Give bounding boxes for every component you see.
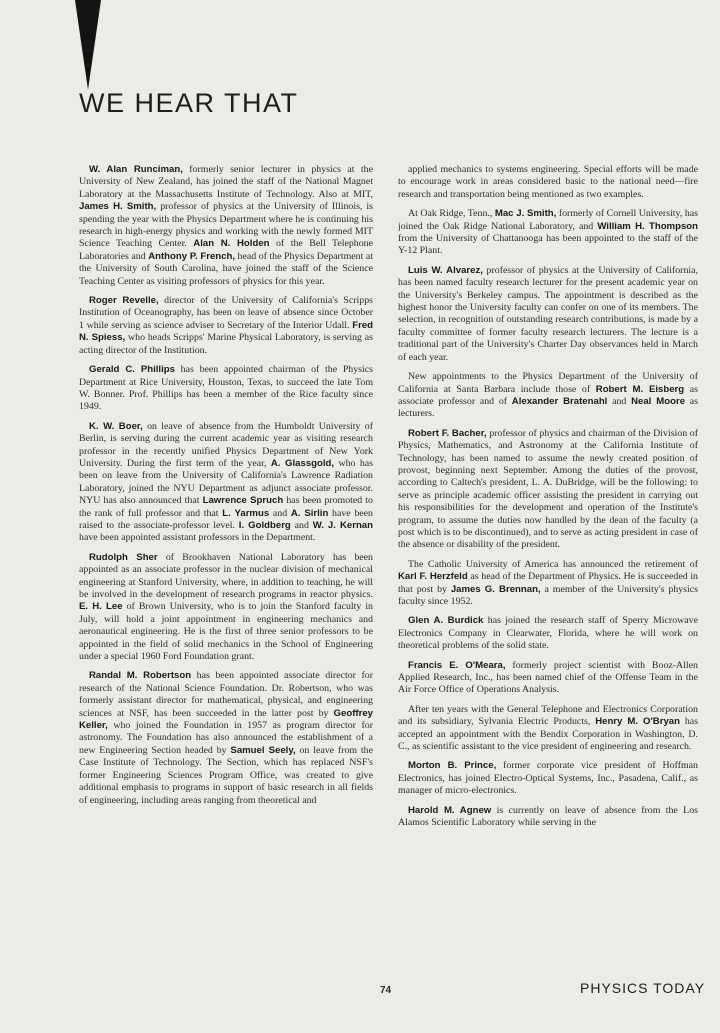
paragraph-text: After ten years with the General Telephone and Electronics Corporation and its subsidiary, Sylvania Electric Products, [398,703,698,728]
paragraph-text: who joined the Foundation in 1957 as program director for astronomy. The Foundation has also announced the establishment of a new Engineering Section headed by [79,720,373,756]
news-paragraph [398,371,698,421]
paragraph-text: on leave of absence from the Humboldt University of Berlin, is serving during the current academic year as visiting research professor in the recently unified Physics Department of New York University. During the first term of the year, [79,420,373,469]
person-name: W. J. Kernan [312,519,373,531]
person-name: L. Yarmus [222,507,270,519]
person-name: Henry M. O'Bryan [595,716,680,728]
decorative-triangle [75,0,101,90]
news-paragraph [79,421,373,545]
person-name: Randal M. Robertson [89,670,192,682]
person-name: Roger Revelle, [89,295,159,307]
person-name: A. Sirlin [290,507,329,519]
paragraph-text: New appointments to the Physics Department of the University of California at Santa Barbara include those of [398,371,698,395]
news-paragraph [398,265,698,364]
person-name: Robert F. Bacher, [408,427,487,439]
paragraph-text: who heads Scripps' Marine Physical Laboratory, is serving as acting director of the Institution. [79,332,373,356]
paragraph-text: and [607,395,632,407]
paragraph-text: head of the Physics Department at the University of South Carolina, have joined the staff of the Science Teaching Center as visiting professors of physics for this year. [79,250,373,287]
news-paragraph [398,428,698,552]
paragraph-text: of Brookhaven National Laboratory has been appointed as an associate professor in the nuclear division of mechanical engineering at Stanford University, where, in addition to teaching, he will be involved in the development of research programs in reactor physics. [79,551,373,600]
news-paragraph [398,805,698,830]
paragraph-text: has joined the research staff of Sperry Microwave Electronics Company in Clearwater, Florida, where he will work on theoretical problems of the solid state. [398,615,698,652]
paragraph-text: has been appointed associate director for research of the National Science Foundation. Dr. Robertson, who was formerly assistant director for mathematical, physical, and engineering sciences at NSF, has been succeeded in the latter post by [79,670,373,719]
paragraph-text: have been raised to the associate-professor level. [79,507,373,531]
person-name: James H. Smith, [79,201,157,213]
person-name: K. W. Boer, [89,420,143,432]
right-column [398,164,698,979]
news-paragraph [398,559,698,609]
paragraph-text: of Brown University, who is to join the Stanford faculty in July, will hold a joint appointment in engineering mechanics and aeronautical engineering. He is the first of three senior professors to be appointed in the field of solid mechanics in the School of Engineering under a special 1960 Ford Foundation grant. [79,601,373,663]
paragraph-text: as associate professor and of [398,383,698,407]
person-name: I. Goldberg [238,519,291,531]
person-name: Gerald C. Phillips [89,364,175,376]
paragraph-text: is currently on leave of absence from the Los Alamos Scientific Laboratory while serving in the [398,804,698,829]
paragraph-text: former corporate vice president of Hoffman Electronics, has joined Electro-Optical Systems, Inc., Pasadena, Calif., as manager of micro-electronics. [398,760,698,797]
paragraph-text: professor of physics at the University of California, has been named faculty research lecturer for the present academic year on the University's Berkeley campus. The appointment is described as the highest honor the University faculty can confer on one of its members. The selection, in recognition of outstanding research contributions, is made by a faculty committee of former faculty research lecturers. The lecture is a traditional part of the University's Charter Day observances held in March of each year. [398,264,698,363]
paragraph-text: has accepted an appointment with the Bendix Corporation in Washington, D. C., as scientific assistant to the vice president of engineering and research. [398,716,698,753]
page-number: 74 [380,985,392,996]
person-name: Geoffrey Keller, [79,707,373,732]
news-paragraph [79,164,373,288]
left-column [79,164,373,979]
person-name: Luis W. Alvarez, [408,264,483,276]
person-name: Francis E. O'Meara, [408,659,506,671]
paragraph-text: formerly project scientist with Booz-Allen Applied Research, Inc., has been named chief of the Offense Team in the Air Force Office of Operations Analysis. [398,659,698,696]
paragraph-text: At Oak Ridge, Tenn., [408,208,495,220]
news-paragraph [398,760,698,797]
news-paragraph [398,615,698,652]
paragraph-text: The Catholic University of America has announced the retirement of [408,558,698,570]
person-name: E. H. Lee [79,601,123,613]
person-name: Harold M. Agnew [408,804,492,816]
paragraph-text: have been appointed assistant professors in the Department. [79,532,316,544]
paragraph-text: who has been on leave from the University of California's Lawrence Radiation Laboratory, joined the NYU Department as adjunct associate professor. NYU has also announced that [79,457,373,507]
person-name: Morton B. Prince, [408,760,497,772]
journal-name: PHYSICS TODAY [580,980,706,996]
news-paragraph [79,552,373,664]
paragraph-text: as head of the Department of Physics. He is succeeded in that post by [398,571,698,595]
news-paragraph [79,364,373,414]
paragraph-text: a member of the University's physics faculty since 1952. [398,583,698,607]
person-name: Mac J. Smith, [494,208,557,220]
person-name: W. Alan Runciman, [89,164,183,175]
paragraph-text: formerly senior lecturer in physics at the University of New Zealand, has joined the staff of the National Magnet Laboratory at the Massachusetts Institute of Technology. Also at MIT, [79,164,373,200]
paragraph-text: director of the University of California's Scripps Institution of Oceanography, has been on leave of absence since October 1 while serving as science adviser to Secretary of the Interior Udall. [79,295,373,331]
person-name: Robert M. Eisberg [595,383,685,395]
news-paragraph [398,164,698,201]
person-name: A. Glassgold, [270,457,335,469]
paragraph-text: of the Bell Telephone Laboratories and [79,238,373,262]
person-name: Glen A. Burdick [408,615,484,627]
person-name: James G. Brennan, [450,583,541,595]
news-paragraph [79,670,373,806]
person-name: Samuel Seely, [230,744,296,756]
person-name: Alan N. Holden [193,238,270,250]
person-name: Rudolph Sher [89,551,158,563]
paragraph-text: has been appointed chairman of the Physics Department at Rice University, Houston, Texas, to succeed the late Tom W. Bonner. Prof. Phillips has been a member of the Rice faculty since 1949. [79,364,373,413]
paragraph-text: on leave from the Case Institute of Technology. The Section, which has replaced NSF's former Engineering Sciences Program Office, was created to give additional emphasis to programs in support of basic research in all fields of engineering, including areas ranging from theoretical and [79,744,373,806]
person-name: Fred N. Spiess, [79,319,373,344]
paragraph-text: applied mechanics to systems engineering. Special efforts will be made to encourage work in areas considered basic to the national need—fire research and transportation being mentioned as two examples. [398,164,698,200]
page-title: WE HEAR THAT [79,88,299,118]
news-paragraph [398,660,698,697]
paragraph-text: and [269,507,291,519]
paragraph-text: and [290,519,313,531]
news-paragraph [398,208,698,258]
paragraph-text: formerly of Cornell University, has joined the Oak Ridge National Laboratory, and [398,208,698,232]
news-paragraph [79,295,373,357]
person-name: William H. Thompson [597,220,698,232]
paragraph-text: as lecturers. [398,395,698,420]
paragraph-text: professor of physics and chairman of the Division of Physics, Mathematics, and Astronomy at the California Institute of Technology, has been named to assume the newly created position of provost, beginning next September. Among the duties of the provost, according to Caltech's president, L. A. DuBridge, will be the following: to serve as principle academic officer assisting the president in carrying out his responsibilities for the development and operation of the Institute's program, to assume the duties now handled by the dean of the faculty (a post which is to be discontinued), and to serve as acting president in case of the absence or disability of the president. [398,427,698,551]
person-name: Anthony P. French, [148,250,236,262]
paragraph-text: from the University of Chattanooga has been appointed to the staff of the Y-12 Plant. [398,233,698,257]
person-name: Neal Moore [631,395,686,407]
paragraph-text: has been promoted to the rank of full professor and that [79,495,373,519]
person-name: Karl F. Herzfeld [398,571,468,583]
person-name: Lawrence Spruch [202,495,284,507]
paragraph-text: professor of physics at the University of Illinois, is spending the year with the Physics Department where he is continuing his research in high-energy physics and working with the newly formed MIT Science Teaching Center. [79,201,373,250]
news-paragraph [398,704,698,754]
person-name: Alexander Bratenahl [511,395,608,407]
